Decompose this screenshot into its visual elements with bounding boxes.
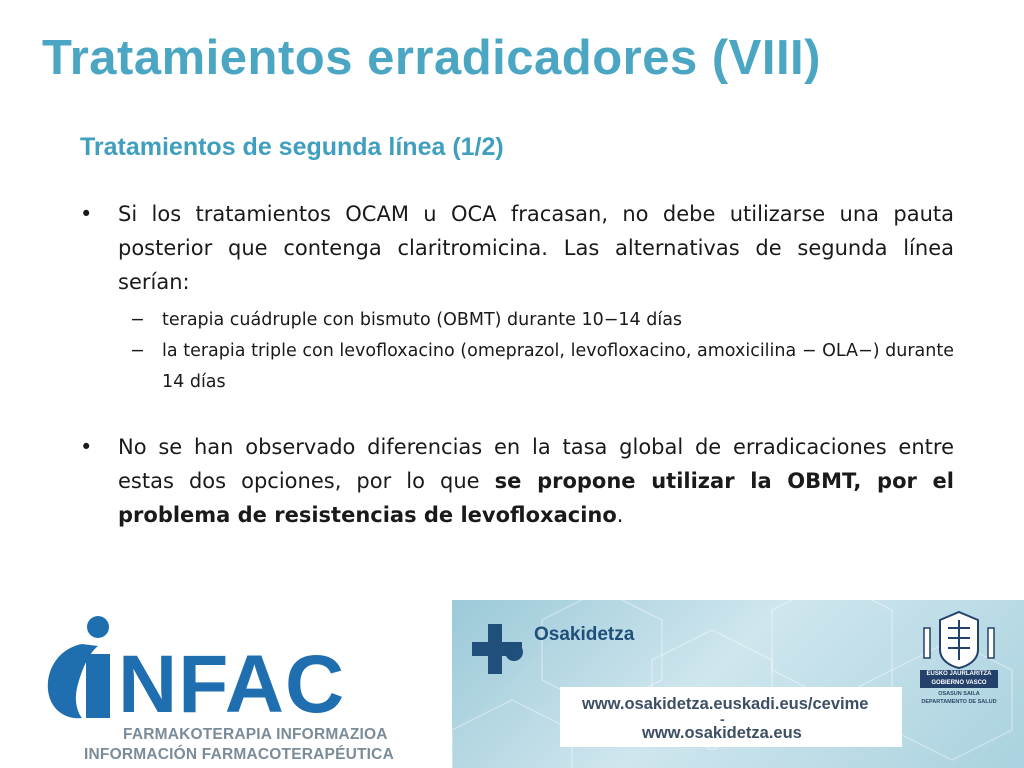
gobierno-vasco-shield-icon <box>918 610 1000 670</box>
gov-name-es: GOBIERNO VASCO <box>920 679 998 688</box>
dash-marker: − <box>130 310 145 330</box>
gov-name-eu: EUSKO JAURLARITZA <box>920 670 998 679</box>
dash-marker: − <box>130 341 145 361</box>
bullet-2-text-end: . <box>616 503 624 527</box>
sub-list <box>80 305 954 398</box>
link-cevime[interactable]: www.osakidetza.euskadi.eus/cevime <box>582 695 869 713</box>
sub-item-1-text: terapia cuádruple con bismuto (OBMT) durante 10−14 días <box>162 310 683 330</box>
sub-item-2 <box>80 336 954 398</box>
bullet-marker: • <box>80 435 93 459</box>
sub-item-1 <box>80 305 954 336</box>
bullet-marker: • <box>80 202 93 226</box>
bullet-item-2 <box>80 430 954 532</box>
sub-item-2-text: la terapia triple con levofloxacino (omeprazol, levofloxacino, amoxicilina − OLA−) durante 14 días <box>162 341 954 392</box>
url-separator: - <box>720 711 725 727</box>
infac-subtitle-es: INFORMACIÓN FARMACOTERAPÉUTICA <box>84 746 394 763</box>
section-subtitle: Tratamientos de segunda línea (1/2) <box>80 133 504 161</box>
infac-subtitle-eu: FARMAKOTERAPIA INFORMAZIOA <box>123 726 388 743</box>
gov-dept-eu: OSASUN SAILA <box>938 691 980 697</box>
slide-title: Tratamientos erradicadores (VIII) <box>42 31 821 85</box>
osakidetza-banner <box>452 600 1024 768</box>
link-osakidetza[interactable]: www.osakidetza.eus <box>642 724 802 742</box>
bullet-2-emphasis: se propone utilizar la OBMT, por el problema de resistencias de levofloxacino <box>118 469 954 527</box>
bullet-1-text: Si los tratamientos OCAM u OCA fracasan, no debe utilizarse una pauta posterior que contenga claritromicina. Las alternativas de segunda línea serían: <box>118 202 954 294</box>
bullet-item-1 <box>80 197 954 299</box>
infac-logo-text: NFAC <box>118 639 346 730</box>
footer <box>0 600 1024 768</box>
bullet-2-text-start: No se han observado diferencias en la tasa global de erradicaciones entre estas dos opciones, por lo que <box>118 435 954 493</box>
infac-logo-mark <box>38 610 398 730</box>
gov-dept-es: DEPARTAMENTO DE SALUD <box>921 699 997 705</box>
osakidetza-cross-icon <box>470 622 526 678</box>
osakidetza-name: Osakidetza <box>534 624 635 645</box>
infac-logo <box>38 610 398 768</box>
